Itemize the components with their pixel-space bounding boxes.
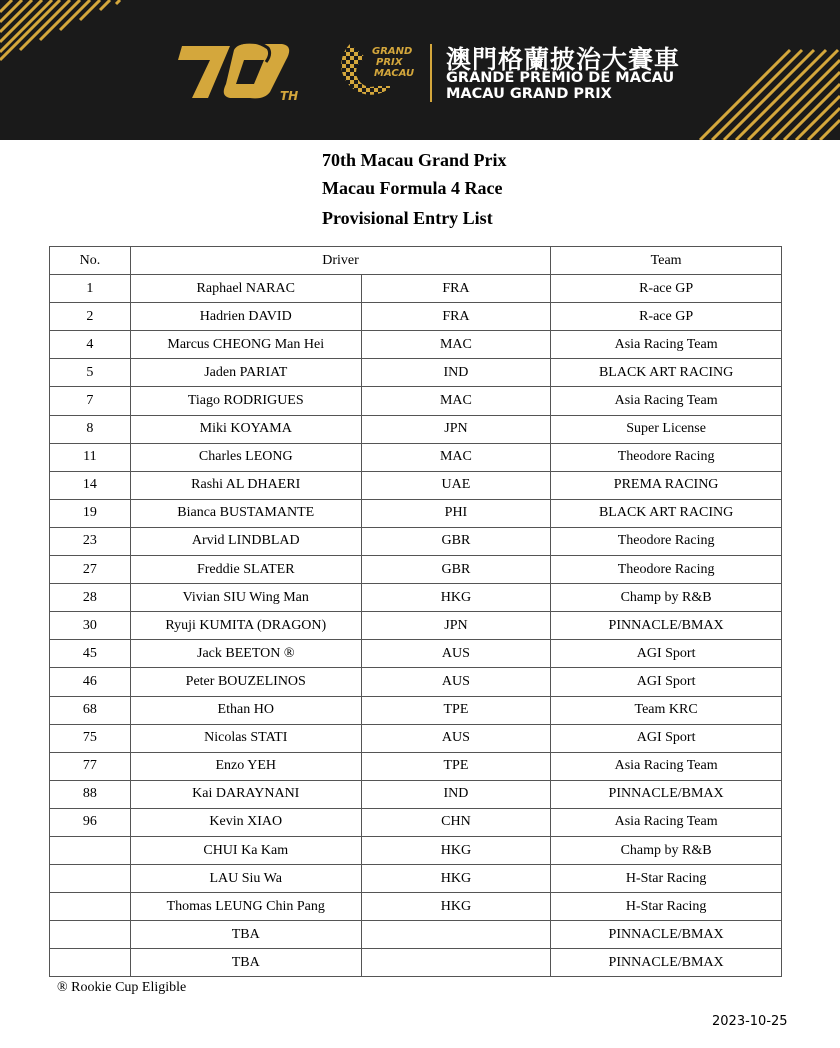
- cell-driver: Tiago RODRIGUES: [130, 387, 361, 415]
- cell-nationality: GBR: [361, 556, 551, 584]
- cell-driver: Ryuji KUMITA (DRAGON): [130, 612, 361, 640]
- header-banner: [0, 0, 840, 140]
- table-row: [50, 359, 782, 387]
- cell-nationality: GBR: [361, 527, 551, 555]
- cell-team: Team KRC: [551, 696, 782, 724]
- cell-team: BLACK ART RACING: [551, 359, 782, 387]
- cell-team: Theodore Racing: [551, 443, 782, 471]
- cell-nationality: TPE: [361, 696, 551, 724]
- 70th-anniversary-logo: [178, 40, 306, 104]
- cell-team: Champ by R&B: [551, 836, 782, 864]
- cell-no: [50, 921, 131, 949]
- cell-nationality: MAC: [361, 387, 551, 415]
- cell-no: 14: [50, 471, 131, 499]
- table-row: [50, 584, 782, 612]
- cell-driver: Marcus CHEONG Man Hei: [130, 331, 361, 359]
- cell-no: 23: [50, 527, 131, 555]
- cell-no: 2: [50, 303, 131, 331]
- cell-team: BLACK ART RACING: [551, 499, 782, 527]
- event-name-english: MACAU GRAND PRIX: [446, 86, 612, 102]
- table-row: [50, 752, 782, 780]
- cell-driver: Freddie SLATER: [130, 556, 361, 584]
- cell-nationality: HKG: [361, 865, 551, 893]
- cell-nationality: UAE: [361, 471, 551, 499]
- cell-driver: Jaden PARIAT: [130, 359, 361, 387]
- cell-driver: Vivian SIU Wing Man: [130, 584, 361, 612]
- cell-team: PINNACLE/BMAX: [551, 612, 782, 640]
- cell-nationality: CHN: [361, 808, 551, 836]
- cell-driver: Ethan HO: [130, 696, 361, 724]
- cell-team: PINNACLE/BMAX: [551, 780, 782, 808]
- cell-no: 27: [50, 556, 131, 584]
- table-row: [50, 331, 782, 359]
- cell-team: Asia Racing Team: [551, 331, 782, 359]
- cell-team: R-ace GP: [551, 275, 782, 303]
- rookie-cup-note: ® Rookie Cup Eligible: [57, 980, 187, 995]
- cell-no: 30: [50, 612, 131, 640]
- cell-driver: Peter BOUZELINOS: [130, 668, 361, 696]
- table-row: [50, 387, 782, 415]
- cell-driver: Charles LEONG: [130, 443, 361, 471]
- title-list: Provisional Entry List: [322, 208, 493, 228]
- cell-team: PREMA RACING: [551, 471, 782, 499]
- cell-no: 45: [50, 640, 131, 668]
- cell-nationality: FRA: [361, 303, 551, 331]
- cell-driver: Thomas LEUNG Chin Pang: [130, 893, 361, 921]
- cell-driver: Jack BEETON ®: [130, 640, 361, 668]
- cell-driver: LAU Siu Wa: [130, 865, 361, 893]
- cell-no: [50, 865, 131, 893]
- cell-driver: Hadrien DAVID: [130, 303, 361, 331]
- cell-nationality: PHI: [361, 499, 551, 527]
- table-row: [50, 921, 782, 949]
- table-row: [50, 668, 782, 696]
- table-row: [50, 303, 782, 331]
- table-row: [50, 808, 782, 836]
- header-no: No.: [50, 247, 131, 275]
- cell-team: Champ by R&B: [551, 584, 782, 612]
- cell-driver: Kevin XIAO: [130, 808, 361, 836]
- table-row: [50, 696, 782, 724]
- table-row: [50, 893, 782, 921]
- cell-nationality: JPN: [361, 612, 551, 640]
- cell-team: PINNACLE/BMAX: [551, 921, 782, 949]
- cell-team: Theodore Racing: [551, 556, 782, 584]
- cell-team: H-Star Racing: [551, 865, 782, 893]
- table-row: [50, 780, 782, 808]
- cell-team: PINNACLE/BMAX: [551, 949, 782, 977]
- logo-70-suffix: TH: [280, 89, 299, 103]
- cell-nationality: AUS: [361, 668, 551, 696]
- table-row: [50, 640, 782, 668]
- entry-list-table: [49, 246, 782, 977]
- cell-driver: Arvid LINDBLAD: [130, 527, 361, 555]
- cell-nationality: MAC: [361, 443, 551, 471]
- cell-nationality: HKG: [361, 893, 551, 921]
- cell-driver: Rashi AL DHAERI: [130, 471, 361, 499]
- cell-no: 1: [50, 275, 131, 303]
- document-titles: [322, 146, 507, 232]
- table-header-row: [50, 247, 782, 275]
- header-team: Team: [551, 247, 782, 275]
- table-row: [50, 949, 782, 977]
- cell-no: 68: [50, 696, 131, 724]
- cell-no: 46: [50, 668, 131, 696]
- cell-no: 5: [50, 359, 131, 387]
- cell-no: 4: [50, 331, 131, 359]
- cell-driver: TBA: [130, 921, 361, 949]
- svg-text:PRIX: PRIX: [376, 57, 403, 68]
- cell-no: [50, 893, 131, 921]
- event-name-portuguese: GRANDE PRÉMIO DE MACAU: [446, 70, 675, 86]
- cell-nationality: HKG: [361, 584, 551, 612]
- cell-driver: Nicolas STATI: [130, 724, 361, 752]
- cell-nationality: MAC: [361, 331, 551, 359]
- table-row: [50, 527, 782, 555]
- cell-team: Asia Racing Team: [551, 387, 782, 415]
- table-row: [50, 865, 782, 893]
- event-name-chinese: 澳門格蘭披治大賽車: [446, 45, 681, 74]
- cell-team: Super License: [551, 415, 782, 443]
- cell-team: AGI Sport: [551, 640, 782, 668]
- cell-no: 88: [50, 780, 131, 808]
- cell-no: 7: [50, 387, 131, 415]
- cell-nationality: [361, 921, 551, 949]
- cell-nationality: [361, 949, 551, 977]
- title-event: 70th Macau Grand Prix: [322, 150, 507, 170]
- table-row: [50, 275, 782, 303]
- cell-no: 11: [50, 443, 131, 471]
- table-row: [50, 443, 782, 471]
- cell-team: AGI Sport: [551, 724, 782, 752]
- cell-nationality: IND: [361, 359, 551, 387]
- title-race: Macau Formula 4 Race: [322, 178, 503, 198]
- table-row: [50, 724, 782, 752]
- cell-driver: TBA: [130, 949, 361, 977]
- cell-driver: Bianca BUSTAMANTE: [130, 499, 361, 527]
- cell-driver: Kai DARAYNANI: [130, 780, 361, 808]
- cell-no: 77: [50, 752, 131, 780]
- table-row: [50, 499, 782, 527]
- header-divider: [430, 44, 432, 102]
- cell-no: 8: [50, 415, 131, 443]
- cell-team: R-ace GP: [551, 303, 782, 331]
- cell-nationality: TPE: [361, 752, 551, 780]
- grand-prix-macau-logo: [318, 40, 422, 104]
- cell-team: Theodore Racing: [551, 527, 782, 555]
- cell-team: Asia Racing Team: [551, 752, 782, 780]
- cell-nationality: AUS: [361, 724, 551, 752]
- cell-no: 28: [50, 584, 131, 612]
- table-row: [50, 836, 782, 864]
- svg-text:GRAND: GRAND: [372, 46, 413, 57]
- cell-nationality: HKG: [361, 836, 551, 864]
- cell-no: [50, 836, 131, 864]
- cell-nationality: IND: [361, 780, 551, 808]
- table-row: [50, 415, 782, 443]
- cell-no: 96: [50, 808, 131, 836]
- cell-no: 75: [50, 724, 131, 752]
- table-row: [50, 556, 782, 584]
- header-driver: Driver: [130, 247, 550, 275]
- cell-no: 19: [50, 499, 131, 527]
- cell-nationality: FRA: [361, 275, 551, 303]
- cell-nationality: JPN: [361, 415, 551, 443]
- table-row: [50, 612, 782, 640]
- cell-nationality: AUS: [361, 640, 551, 668]
- cell-driver: Miki KOYAMA: [130, 415, 361, 443]
- cell-team: Asia Racing Team: [551, 808, 782, 836]
- cell-team: H-Star Racing: [551, 893, 782, 921]
- cell-driver: Raphael NARAC: [130, 275, 361, 303]
- svg-text:MACAU: MACAU: [374, 68, 415, 79]
- cell-team: AGI Sport: [551, 668, 782, 696]
- cell-no: [50, 949, 131, 977]
- table-row: [50, 471, 782, 499]
- document-date: 2023-10-25: [712, 1014, 788, 1029]
- cell-driver: Enzo YEH: [130, 752, 361, 780]
- cell-driver: CHUI Ka Kam: [130, 836, 361, 864]
